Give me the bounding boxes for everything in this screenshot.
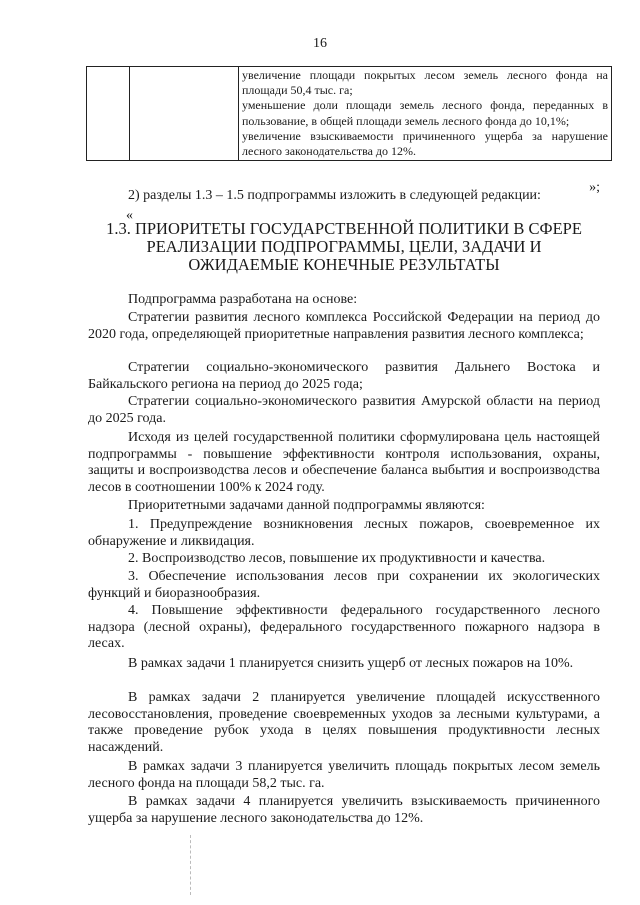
table-cell-results [239,67,612,161]
opening-quote: « [126,208,133,223]
table-cell-indicator [130,67,239,161]
result-line-1: увеличение площади покрытых лесом земель лесного фонда на площади 50,4 тыс. га; [242,68,608,98]
paragraph-basis: Подпрограмма разработана на основе: [128,292,358,307]
scan-margin-mark [190,835,193,895]
instruction-paragraph: 2) разделы 1.3 – 1.5 подпрограммы изложить в следующей редакции: [128,188,541,203]
continued-table [86,66,612,161]
result-line-3: увеличение взыскиваемости причиненного ущерба за нарушение лесного законодательства до 12%. [242,128,608,159]
paragraph-task-1: 1. Предупреждение возникновения лесных пожаров, своевременное их обнаружение и ликвидация. [88,517,600,549]
paragraph-task-4: 4. Повышение эффективности федерального государственного лесного надзора (лесной охраны), федерального государственного пожарного надзора в лесах. [88,603,600,652]
section-heading: 1.3. ПРИОРИТЕТЫ ГОСУДАРСТВЕННОЙ ПОЛИТИКИ В СФЕРЕ РЕАЛИЗАЦИИ ПОДПРОГРАММЫ, ЦЕЛИ, ЗАДАЧИ И ОЖИДАЕМЫЕ КОНЕЧНЫЕ РЕЗУЛЬТАТЫ [106,219,582,274]
paragraph-plan-task-2: В рамках задачи 2 планируется увеличение площадей искусственного лесовосстановления, проведение своевременных уходов за лесными культурами, а также проведение рубок ухода в целях повышения продуктивности лесных насаждений. [88,690,600,755]
paragraph-plan-task-4: В рамках задачи 4 планируется увеличить взыскиваемость причиненного ущерба за нарушение лесного законодательства до 12%. [88,794,600,826]
paragraph-plan-task-1: В рамках задачи 1 планируется снизить ущерб от лесных пожаров на 10%. [128,656,574,671]
paragraph-plan-task-3: В рамках задачи 3 планируется увеличить площадь покрытых лесом земель лесного фонда на площади 58,2 тыс. га. [88,759,600,791]
paragraph-task-2: 2. Воспроизводство лесов, повышение их продуктивности и качества. [128,551,546,566]
page-number: 16 [313,36,327,51]
paragraph-priorities-intro: Приоритетными задачами данной подпрограммы являются: [128,498,485,513]
result-line-2: уменьшение доли площади земель лесного фонда, переданных в пользование, в общей площади земель лесного фонда до 10,1%; [242,98,608,128]
paragraph-strategy-forest: Стратегии развития лесного комплекса Российской Федерации на период до 2020 года, определяющей приоритетные направления развития лесного комплекса; [88,310,600,342]
table-cell-number [87,67,130,161]
paragraph-goal: Исходя из целей государственной политики сформулирована цель настоящей подпрограммы - повышение эффективности контроля использования, охраны, защиты и воспроизводства лесов и обеспечение баланса выбытия и воспроизводства лесов в соотношении 100% к 2024 году. [88,430,600,495]
paragraph-strategy-amur: Стратегии социально-экономического развития Амурской области на период до 2025 года. [88,394,600,426]
paragraph-task-3: 3. Обеспечение использования лесов при сохранении их экологических функций и биоразнообразия. [88,569,600,601]
closing-quote: »; [589,180,600,195]
paragraph-strategy-far-east: Стратегии социально-экономического развития Дальнего Востока и Байкальского региона на период до 2025 года; [88,360,600,392]
table-row [87,67,612,161]
